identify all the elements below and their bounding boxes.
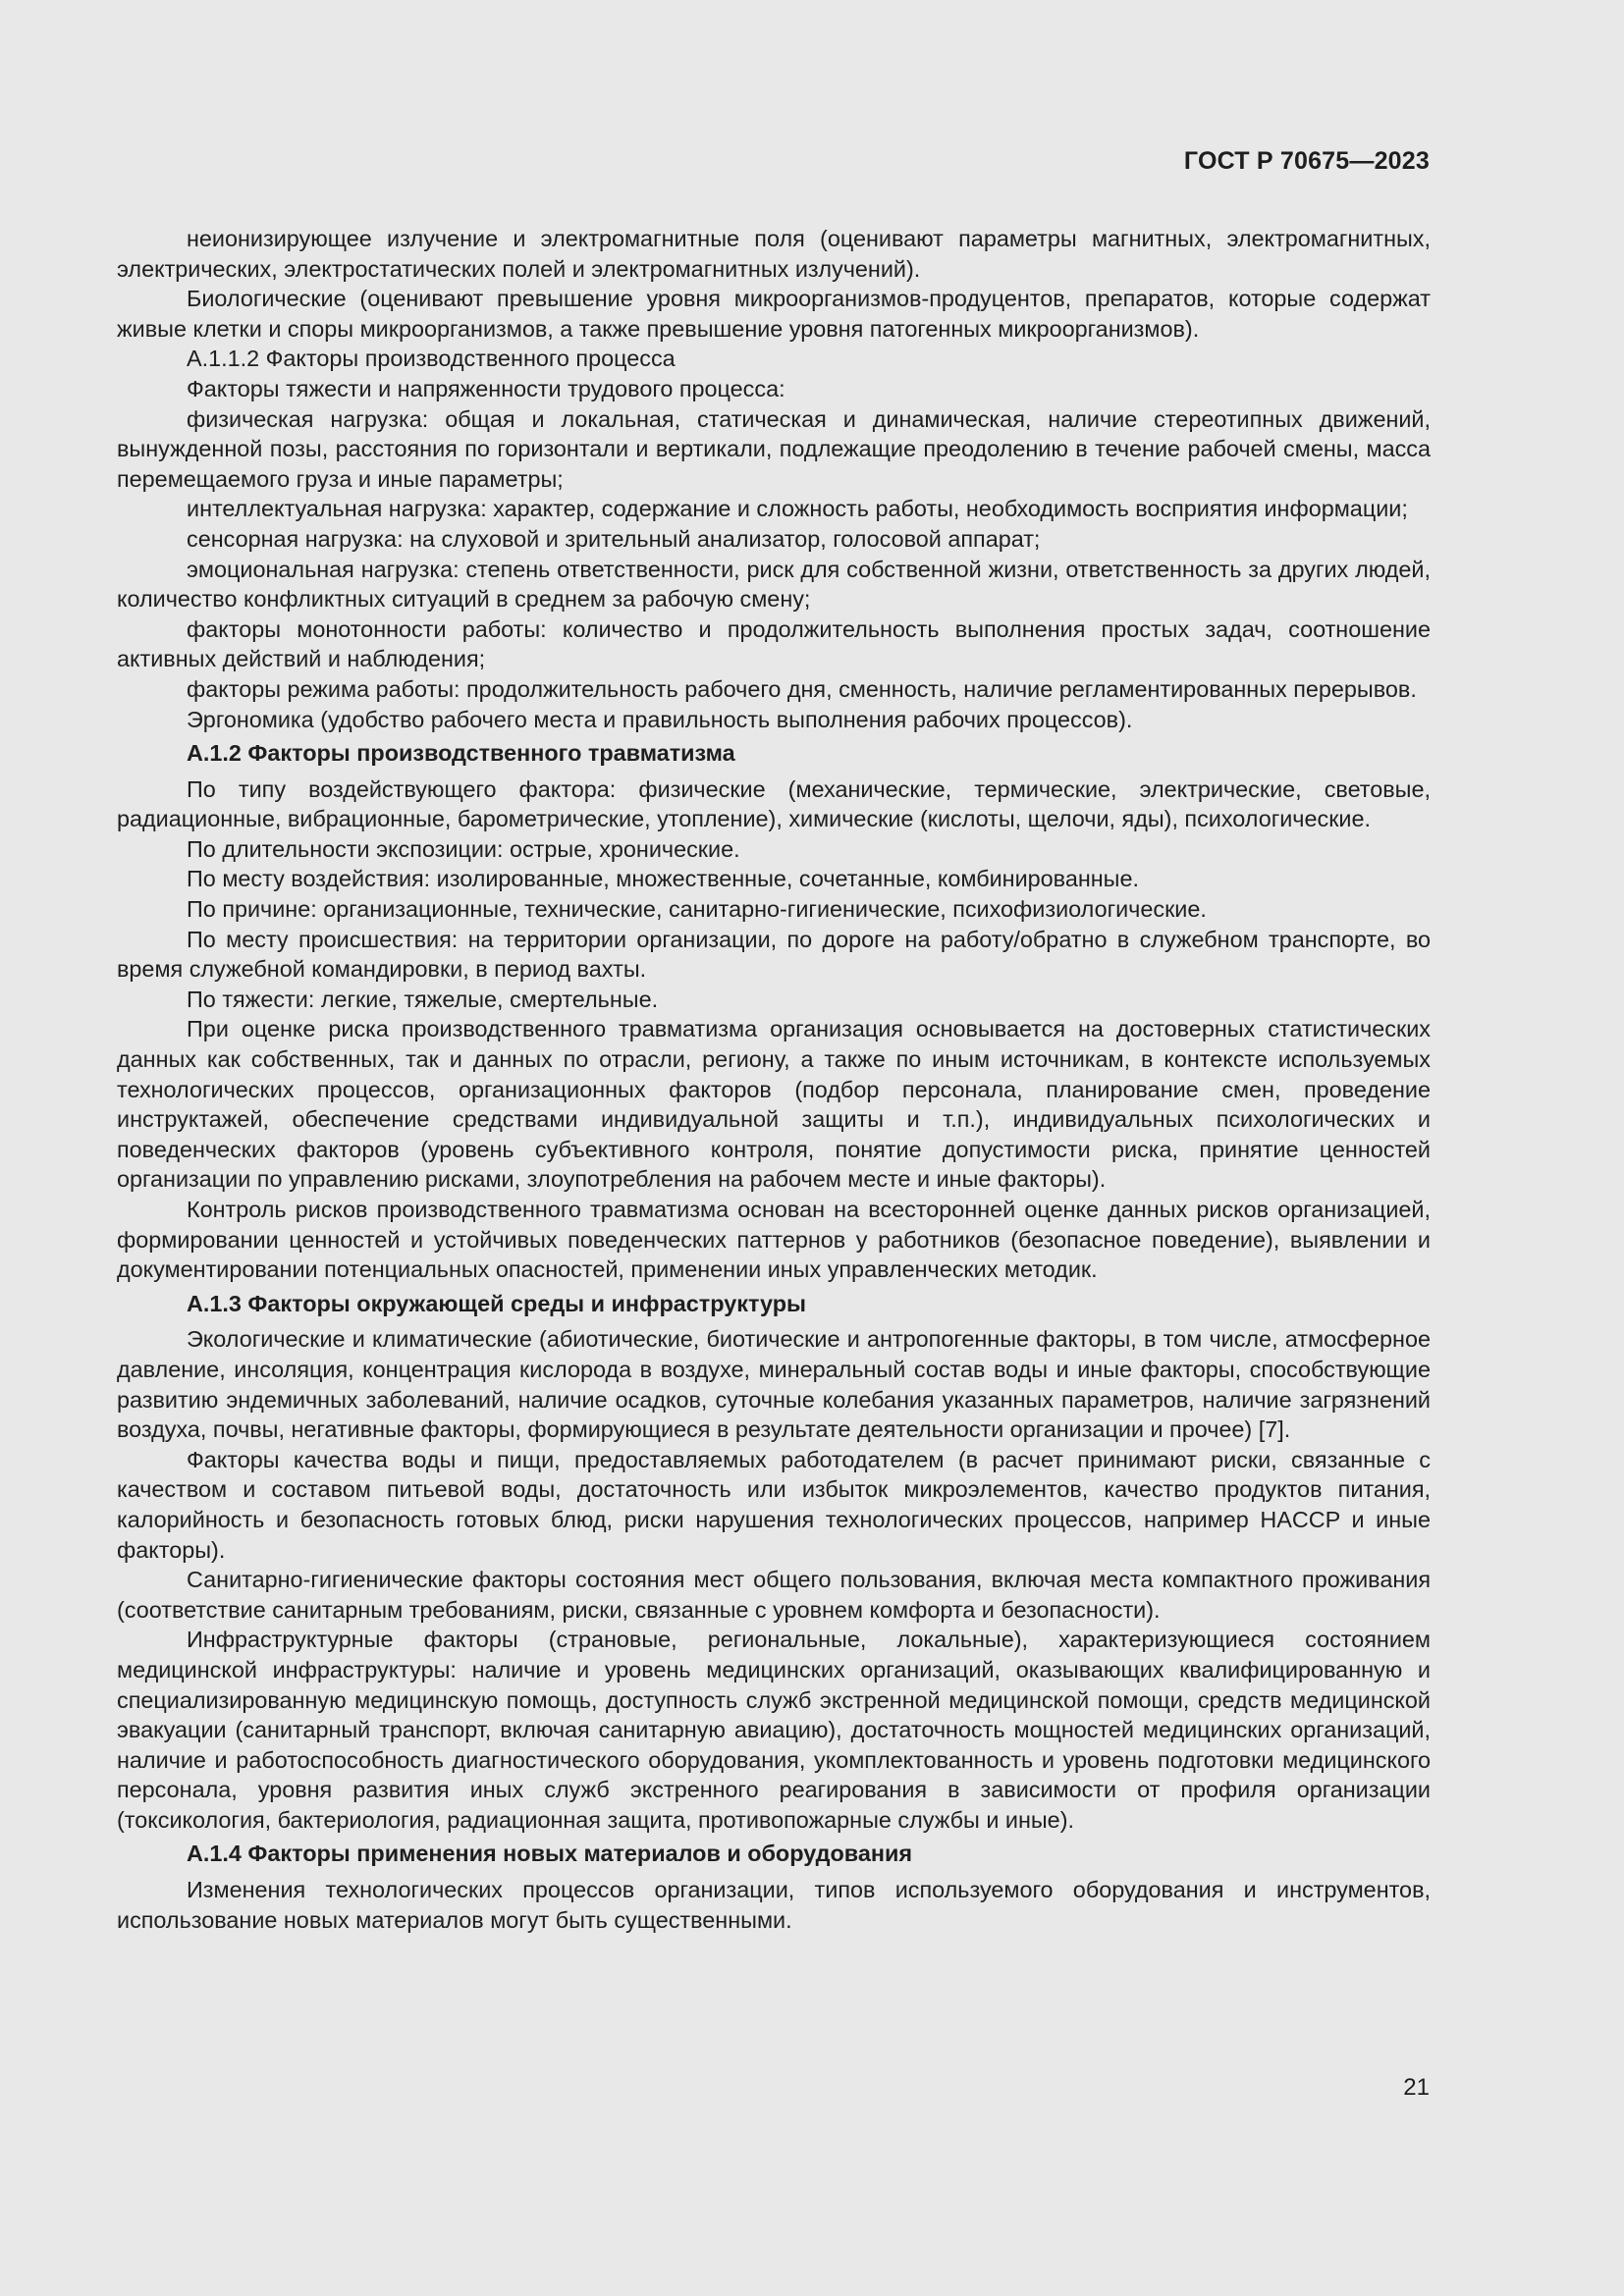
paragraph: факторы монотонности работы: количество и продолжительность выполнения простых задач, соотношение активных действий и наблюдения; — [117, 615, 1431, 672]
section-heading: А.1.4 Факторы применения новых материалов и оборудования — [187, 1841, 912, 1867]
paragraph: А.1.1.2 Факторы производственного процесса — [187, 346, 676, 372]
paragraph: По тяжести: легкие, тяжелые, смертельные. — [187, 986, 659, 1012]
paragraph: По длительности экспозиции: острые, хронические. — [187, 835, 740, 862]
section-heading: А.1.2 Факторы производственного травматизма — [187, 740, 735, 767]
paragraph: По месту происшествия: на территории организации, по дороге на работу/обратно в служебном транспорте, во время служебной командировки, в период вахты. — [117, 926, 1431, 983]
paragraph: Санитарно-гигиенические факторы состояния мест общего пользования, включая места компактного проживания (соответствие санитарным требованиям, риски, связанные с уровнем комфорта и безопасности). — [117, 1567, 1431, 1623]
paragraph: сенсорная нагрузка: на слуховой и зрительный анализатор, голосовой аппарат; — [187, 525, 1041, 552]
paragraph: При оценке риска производственного травматизма организация основывается на достоверных статистических данных как собственных, так и данных по отрасли, региону, а также по иным источникам, в контексте используемых технологических процессов, организационных факторов (подбор персонала, планирование смен, проведение инструктажей, обеспечение средствами индивидуальной защиты и т.п.), индивидуальных психологических и поведенческих факторов (уровень субъективного контроля, понятие допустимости риска, принятие ценностей организации по управлению рисками, злоупотребления на рабочем месте и иные факторы). — [117, 1016, 1431, 1193]
paragraph: Факторы качества воды и пищи, предоставляемых работодателем (в расчет принимают риски, связанные с качеством и составом питьевой воды, достаточность или избыток микроэлементов, качество продуктов питания, калорийность и безопасность готовых блюд, риски нарушения технологических процессов, например HACCP и иные факторы). — [117, 1446, 1431, 1563]
paragraph: эмоциональная нагрузка: степень ответственности, риск для собственной жизни, ответственность за других людей, количество конфликтных ситуаций в среднем за рабочую смену; — [117, 556, 1431, 613]
paragraph: Изменения технологических процессов организации, типов используемого оборудования и инструментов, использование новых материалов могут быть существенными. — [117, 1877, 1431, 1933]
paragraph: По причине: организационные, технические, санитарно-гигиенические, психофизиологические. — [187, 896, 1207, 923]
paragraph: Биологические (оценивают превышение уровня микроорганизмов-продуцентов, препаратов, которые содержат живые клетки и споры микроорганизмов, а также превышение уровня патогенных микроорганизмов). — [117, 286, 1431, 342]
paragraph: интеллектуальная нагрузка: характер, содержание и сложность работы, необходимость восприятия информации; — [187, 496, 1408, 522]
paragraph: По месту воздействия: изолированные, множественные, сочетанные, комбинированные. — [187, 866, 1139, 892]
paragraph: неионизирующее излучение и электромагнитные поля (оценивают параметры магнитных, электромагнитных, электрических, электростатических полей и электромагнитных излучений). — [117, 226, 1431, 282]
paragraph: Эргономика (удобство рабочего места и правильность выполнения рабочих процессов). — [187, 706, 1133, 732]
paragraph: По типу воздействующего фактора: физические (механические, термические, электрические, световые, радиационные, вибрационные, барометрические, утопление), химические (кислоты, щелочи, яды), психологические. — [117, 775, 1431, 832]
paragraph: Инфраструктурные факторы (страновые, региональные, локальные), характеризующиеся состоянием медицинской инфраструктуры: наличие и уровень медицинских организаций, оказывающих квалифицированную и специализированную медицинскую помощь, доступность служб экстренной медицинской помощи, средств медицинской эвакуации (санитарный транспорт, включая санитарную авиацию), достаточность мощностей медицинских организаций, наличие и работоспособность диагностического оборудования, укомплектованность и уровень подготовки медицинского персонала, уровня развития иных служб экстренного реагирования в зависимости от профиля организации (токсикология, бактериология, радиационная защита, противопожарные службы и иные). — [117, 1627, 1431, 1833]
paragraph: Факторы тяжести и напряженности трудового процесса: — [187, 375, 785, 401]
section-heading: А.1.3 Факторы окружающей среды и инфраструктуры — [187, 1290, 806, 1316]
document-code-header: ГОСТ Р 70675—2023 — [1183, 147, 1430, 175]
paragraph: физическая нагрузка: общая и локальная, статическая и динамическая, наличие стереотипных движений, вынужденной позы, расстояния по горизонтали и вертикали, подлежащие преодолению в течение рабочей смены, масса перемещаемого груза и иные параметры; — [117, 405, 1431, 492]
page-number: 21 — [1403, 2074, 1430, 2101]
paragraph: факторы режима работы: продолжительность рабочего дня, сменность, наличие регламентированных перерывов. — [187, 675, 1417, 702]
paragraph: Контроль рисков производственного травматизма основан на всесторонней оценке данных рисков организацией, формировании ценностей и устойчивых поведенческих паттернов у работников (безопасное поведение), выявлении и документировании потенциальных опасностей, применении иных управленческих методик. — [117, 1197, 1431, 1283]
document-body — [117, 224, 1431, 1935]
paragraph: Экологические и климатические (абиотические, биотические и антропогенные факторы, в том числе, атмосферное давление, инсоляция, концентрация кислорода в воздухе, минеральный состав воды и иные факторы, способствующие развитию эндемичных заболеваний, наличие осадков, суточные колебания указанных параметров, наличие загрязнений воздуха, почвы, негативные факторы, формирующиеся в результате деятельности организации и прочее) [7]. — [117, 1326, 1431, 1443]
